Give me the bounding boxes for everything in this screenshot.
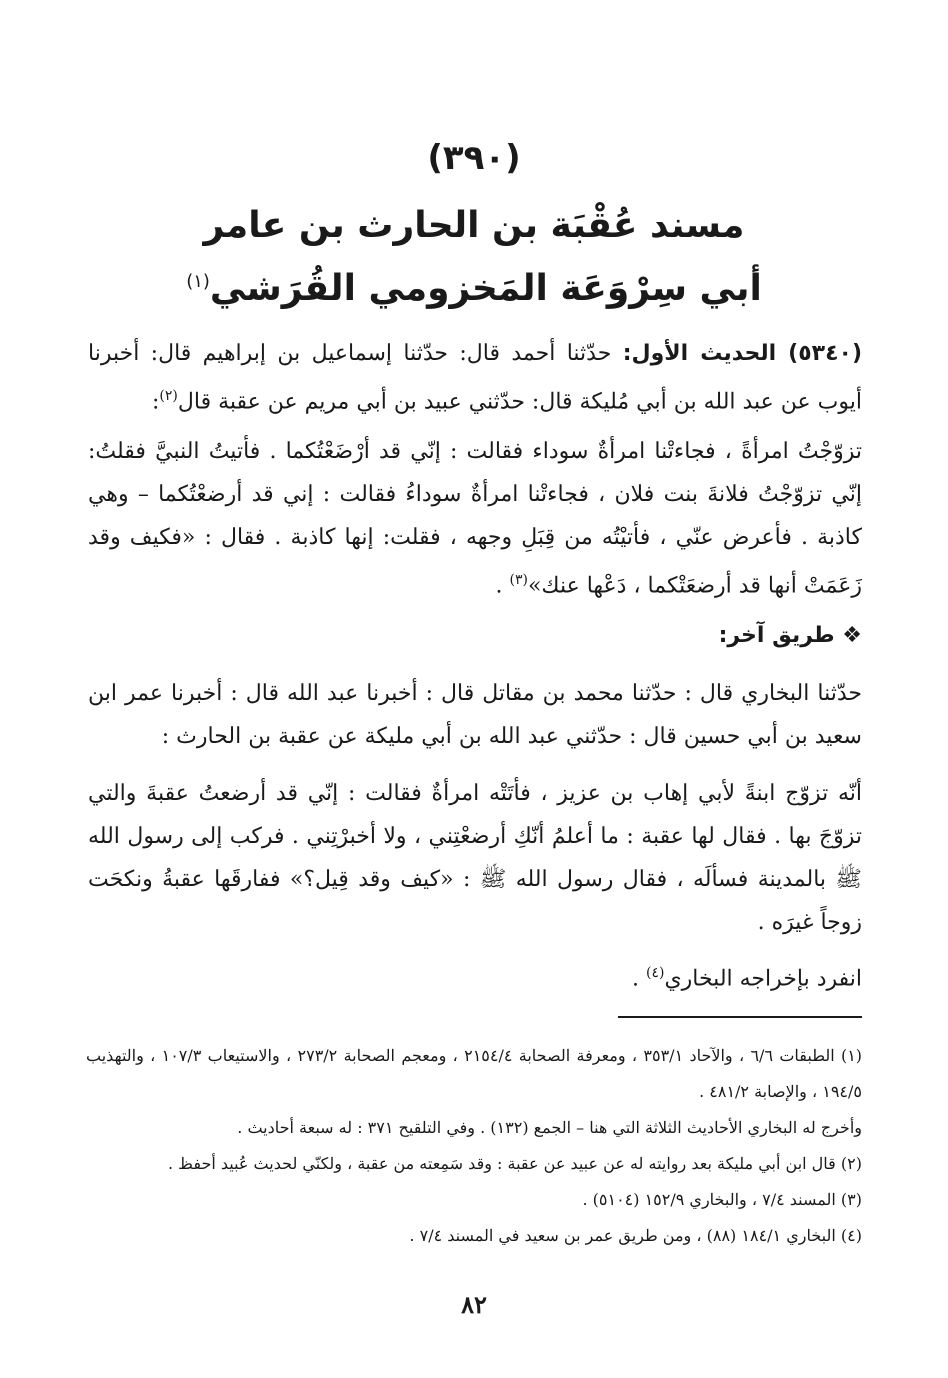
another-route-isnad: حدّثنا البخاري قال : حدّثنا محمد بن مقاتل قال : أخبرنا عبد الله قال : أخبرنا عمر ابن سعيد بن أبي حسين قال : حدّثني عبد الله بن أبي مليكة عن عقبة بن الحارث : [88, 681, 862, 749]
hadith-label: (٥٣٤٠) الحديث الأول: [622, 341, 862, 366]
note-text: انفرد بإخراجه البخاري [664, 966, 862, 992]
matn-footnote-ref: (٣) [509, 572, 528, 588]
footnote-separator [618, 1016, 862, 1018]
another-route-heading: ❖ طريق آخر: [718, 623, 862, 648]
hadith-isnad-text: حدّثنا أحمد قال: حدّثنا إسماعيل بن إبراهيم قال: أخبرنا أيوب عن عبد الله بن أبي مُليكة قال: حدّثني عبيد بن أبي مريم عن عقبة قال [88, 341, 862, 415]
title-footnote-ref: (١) [186, 271, 210, 292]
isnad-footnote-ref: (٢) [159, 388, 178, 404]
footnote-2: (٢) قال ابن أبي مليكة بعد روايته له عن عبيد عن عقبة : وقد سَمِعته من عقبة ، ولكنّي لحديث عُبيد أحفظ . [167, 1154, 862, 1173]
footnotes [86, 1038, 862, 1254]
footnote-4: (٤) البخاري ١٨٤/١ (٨٨) ، ومن طريق عمر بن سعيد في المسند ٧/٤ . [409, 1226, 862, 1245]
hadith-text [88, 430, 862, 607]
hadith-matn: تزوّجْتُ امرأةً ، فجاءتْنا امرأةٌ سوداء فقالت : إنّي قد أرْضَعْتُكما . فأتيتُ النبيَّ فقلتُ: إنّي تزوّجْتُ فلانةَ بنت فلان ، فجاءتْنا امرأةٌ سوداءُ فقالت : إني قد أرضعْتُكما – وهي كاذبة . فأعرض عنّي ، فأتيْتُه من قِبَلِ وجهه ، فقلت: إنها كاذبة . فقال : «فكيف وقد زَعَمَتْ أنها قد أرضعَتْكما ، دَعْها عنك» [88, 439, 862, 599]
title-line-1-text: مسند عُقْبَة بن الحارث بن عامر [203, 205, 745, 246]
title-line-2 [0, 268, 948, 309]
title-line-2-text: أبي سِرْوَعَة المَخزومي القُرَشي [209, 268, 762, 309]
footnote-1-continued: وأخرج له البخاري الأحاديث الثلاثة التي هنا – الجمع (١٣٢) . وفي التلقيح ٣٧١ : له سبعة أحاديث . [237, 1118, 862, 1137]
another-route-text: أنّه تزوّج ابنةً لأبي إهاب بن عزيز ، فأتَتْه امرأةٌ فقالت : إنّي قد أرضعتُ عقبةَ والتي تزوّجَ بها . فقال لها عقبة : ما أعلمُ أنّكِ أرضعْتِني ، ولا أخبرْتِني . فركب إلى رسول الله ﷺ بالمدينة فسألَه ، فقال رسول الله ﷺ : «كيف وقد قِيل؟» ففارقَها عقبةُ ونكحَت زوجاً غيرَه . [88, 781, 862, 935]
section-number: (٣٩٠) [427, 138, 521, 178]
another-route-note [88, 952, 862, 1000]
title-line-1 [0, 205, 948, 246]
isnad-end: : [152, 389, 160, 415]
note-footnote-ref: (٤) [645, 965, 665, 981]
footnote-1: (١) الطبقات ٦/٦ ، والآحاد ٣٥٣/١ ، ومعرفة الصحابة ٢١٥٤/٤ ، ومعجم الصحابة ٢٧٣/٢ ، والاستيعاب ١٠٧/٣ ، والتهذيب ١٩٤/٥ ، والإصابة ٤٨١/٢ . [86, 1046, 863, 1101]
page-number: ٨٢ [461, 1290, 487, 1319]
hadith-isnad [88, 332, 862, 423]
matn-end: . [495, 573, 510, 599]
footnote-3: (٣) المسند ٧/٤ ، والبخاري ١٥٢/٩ (٥١٠٤) . [582, 1190, 862, 1209]
note-end: . [631, 966, 646, 992]
